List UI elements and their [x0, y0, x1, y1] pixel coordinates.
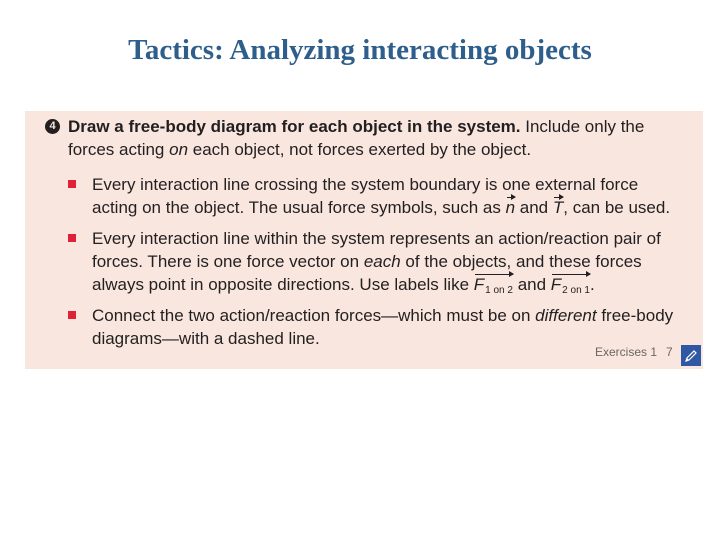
bullet-text: Every interaction line crossing the system boundary is one external force acting on the object. The usual force symbols, such as n and T, can be used.: [92, 175, 671, 217]
step-on-word: on: [169, 140, 189, 159]
vector-F-2on1-symbol: $F_{2 on 1}$: [551, 273, 590, 302]
bullet-action-reaction: [68, 227, 683, 302]
step-body-1: Include only the forces acting: [68, 117, 645, 159]
tactics-box: [25, 111, 703, 369]
bullet-text: Connect the two action/reaction forces—which must be on different free-body diagrams—with a dashed line.: [92, 306, 674, 348]
vector-n-symbol: n: [505, 198, 516, 217]
bullet-marker: [68, 234, 76, 242]
vector-T-symbol: T: [552, 198, 564, 217]
step-text: [68, 115, 685, 161]
pencil-button[interactable]: [681, 345, 701, 366]
step-4: [45, 115, 685, 161]
step-body-2: each object, not forces exerted by the object.: [188, 140, 532, 159]
vector-F-1on2-symbol: $F_{1 on 2}$: [474, 273, 513, 302]
exercises-link[interactable]: Exercises 1 7: [595, 345, 673, 359]
bullet-marker: [68, 180, 76, 188]
step-number-icon: 4: [45, 119, 60, 134]
each-word: each: [363, 252, 401, 271]
bullet-marker: [68, 311, 76, 319]
different-word: different: [535, 306, 597, 325]
bullet-text: Every interaction line within the system represents an action/reaction pair of forces. There is one force vector on each of the objects, and these forces always point in opposite directions. Use labels like $F_{1 on 2}$ and $F_{2 on 1}$.: [92, 227, 683, 302]
pencil-icon: [684, 349, 698, 363]
step-heading: Draw a free-body diagram for each object in the system.: [68, 117, 521, 136]
bullet-external-force: [68, 173, 683, 219]
slide-title: Tactics: Analyzing interacting objects: [128, 34, 592, 66]
bullet-dashed-line: [68, 304, 683, 350]
